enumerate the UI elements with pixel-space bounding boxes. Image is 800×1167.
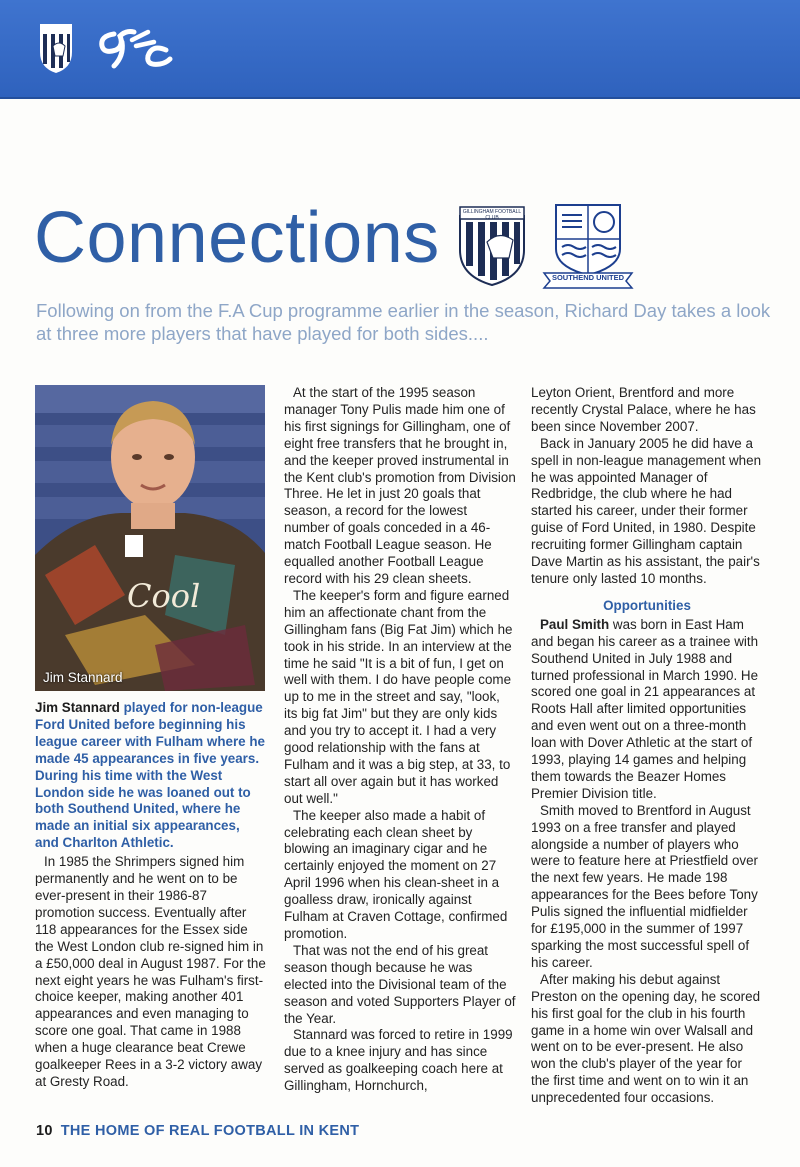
page-number: 10: [36, 1123, 53, 1139]
body-paragraph: After making his debut against Preston on the opening day, he scored his first goal for the club in his fourth game in a home win over Walsall and went on to be ever-present. He also won the club's player of the year for the first time and went on to win it an unprecedented four occasions.: [531, 971, 761, 1106]
body-paragraph: At the start of the 1995 season manager Tony Pulis made him one of his first signings for Gillingham, one of eight free transfers that he brought in, and the keeper proved instrumental in the Kent club's promotion from Division Three. He let in just 20 goals that season, a record for the lowest number of goals conceded in a 46-match Football League season. He equalled another Football League record with his 29 clean sheets.: [284, 385, 516, 586]
body-paragraph: In 1985 the Shrimpers signed him permanently and he went on to be ever-present in their 1986-87 promotion success. Eventually after 118 appearances for the Essex side the West London club re-signed him in a £50,000 deal in August 1987. For the next eight years he was Fulham's first-choice keeper, making another 401 appearances and even managing to score one goal. That came in 1988 when a huge clearance beat Crewe goalkeeper Rees in a 3-2 victory away at Gresty Road.: [35, 854, 266, 1089]
gillingham-crest-text: GILLINGHAM FOOTBALL CLUB: [462, 209, 522, 221]
column-2: [284, 385, 516, 1095]
footer-tagline: THE HOME OF REAL FOOTBALL IN KENT: [60, 1123, 360, 1139]
body-paragraph: Leyton Orient, Brentford and more recently Crystal Palace, where he has been since November 2007.: [531, 385, 756, 434]
column-1: [35, 700, 267, 1091]
body-paragraph: Stannard was forced to retire in 1999 due to a knee injury and has since served as goalkeeping coach here at Gillingham, Hornchurch,: [284, 1027, 513, 1094]
lead-text: played for non-league Ford United before beginning his league career with Fulham where he made 45 appearances in five years. During his time with the West London side he was loaned out to both Southend United, where he made an initial six appearances, and Charlton Athletic.: [35, 700, 265, 851]
page-footer: [36, 1123, 359, 1139]
lead-paragraph: [35, 700, 267, 852]
body-paragraph: Smith moved to Brentford in August 1993 on a free transfer and played alongside a number of players who were to feature here at Priestfield over the next few years. He made 198 appearances for the Bees before Tony Pulis signed the influential midfielder for £195,000 in the summer of 1997 sparking the most successful spell of his career.: [531, 802, 759, 970]
gillingham-crest-icon: [38, 22, 74, 74]
player-name: Paul Smith: [540, 616, 610, 632]
body-paragraph: The keeper's form and figure earned him an affectionate chant from the Gillingham fans (Big Fat Jim) which he took in his stride. In an interview at the time he said "It is a bit of fun, I get on well with them. I do have people come up to me in the street and say, "look, its big fat Jim" but they are only kids and you try to accept it. I had a very good relationship with the fans at Fulham and it was a big step, at 33, to start all over again but it has worked out well.": [284, 587, 513, 806]
lead-player-name: Jim Stannard: [35, 700, 120, 715]
southend-crest-text: SOUTHEND UNITED: [551, 273, 625, 282]
gfc-logo-icon: [92, 24, 174, 72]
column-3: [531, 385, 763, 1107]
article-subtitle: Following on from the F.A Cup programme earlier in the season, Richard Day takes a look at three more players that have played for both sides....: [36, 300, 771, 344]
section-subheading: Opportunities: [603, 597, 691, 613]
body-paragraph: That was not the end of his great season though because he was elected into the Divisional team of the season and voted Supporters Player of the Year.: [284, 942, 516, 1026]
body-paragraph: Back in January 2005 he did have a spell in non-league management when he was appointed Manager of Redbridge, the club where he had started his career, under their former guise of Ford United, in 1980. Despite recruiting former Gillingham captain Dave Martin as his assistant, the pair's tenure only lasted 10 months.: [531, 435, 762, 586]
photo-caption: Jim Stannard: [43, 670, 123, 685]
player-photo-image: [35, 385, 265, 691]
svg-text:Cool: Cool: [127, 577, 201, 615]
article-title: Connections: [34, 198, 440, 278]
body-text: was born in East Ham and began his career as a trainee with Southend United in July 1988 and turned professional in March 1990. He scored one goal in 21 appearances at Roots Hall after limited opportunities and even went out on a three-month loan with Dover Athletic at the start of 1993, playing 14 games and helping them towards the Beazer Homes Premier Division title.: [531, 616, 759, 801]
header-bar: [0, 0, 800, 99]
player-photo: [35, 385, 265, 691]
body-paragraph: [531, 617, 763, 803]
body-paragraph: The keeper also made a habit of celebrating each clean sheet by blowing an imaginary cigar and he certainly enjoyed the moment on 27 April 1996 when his clean-sheet in a goalless draw, ironically against Fulham at Craven Cottage, confirmed promotion.: [284, 807, 508, 941]
